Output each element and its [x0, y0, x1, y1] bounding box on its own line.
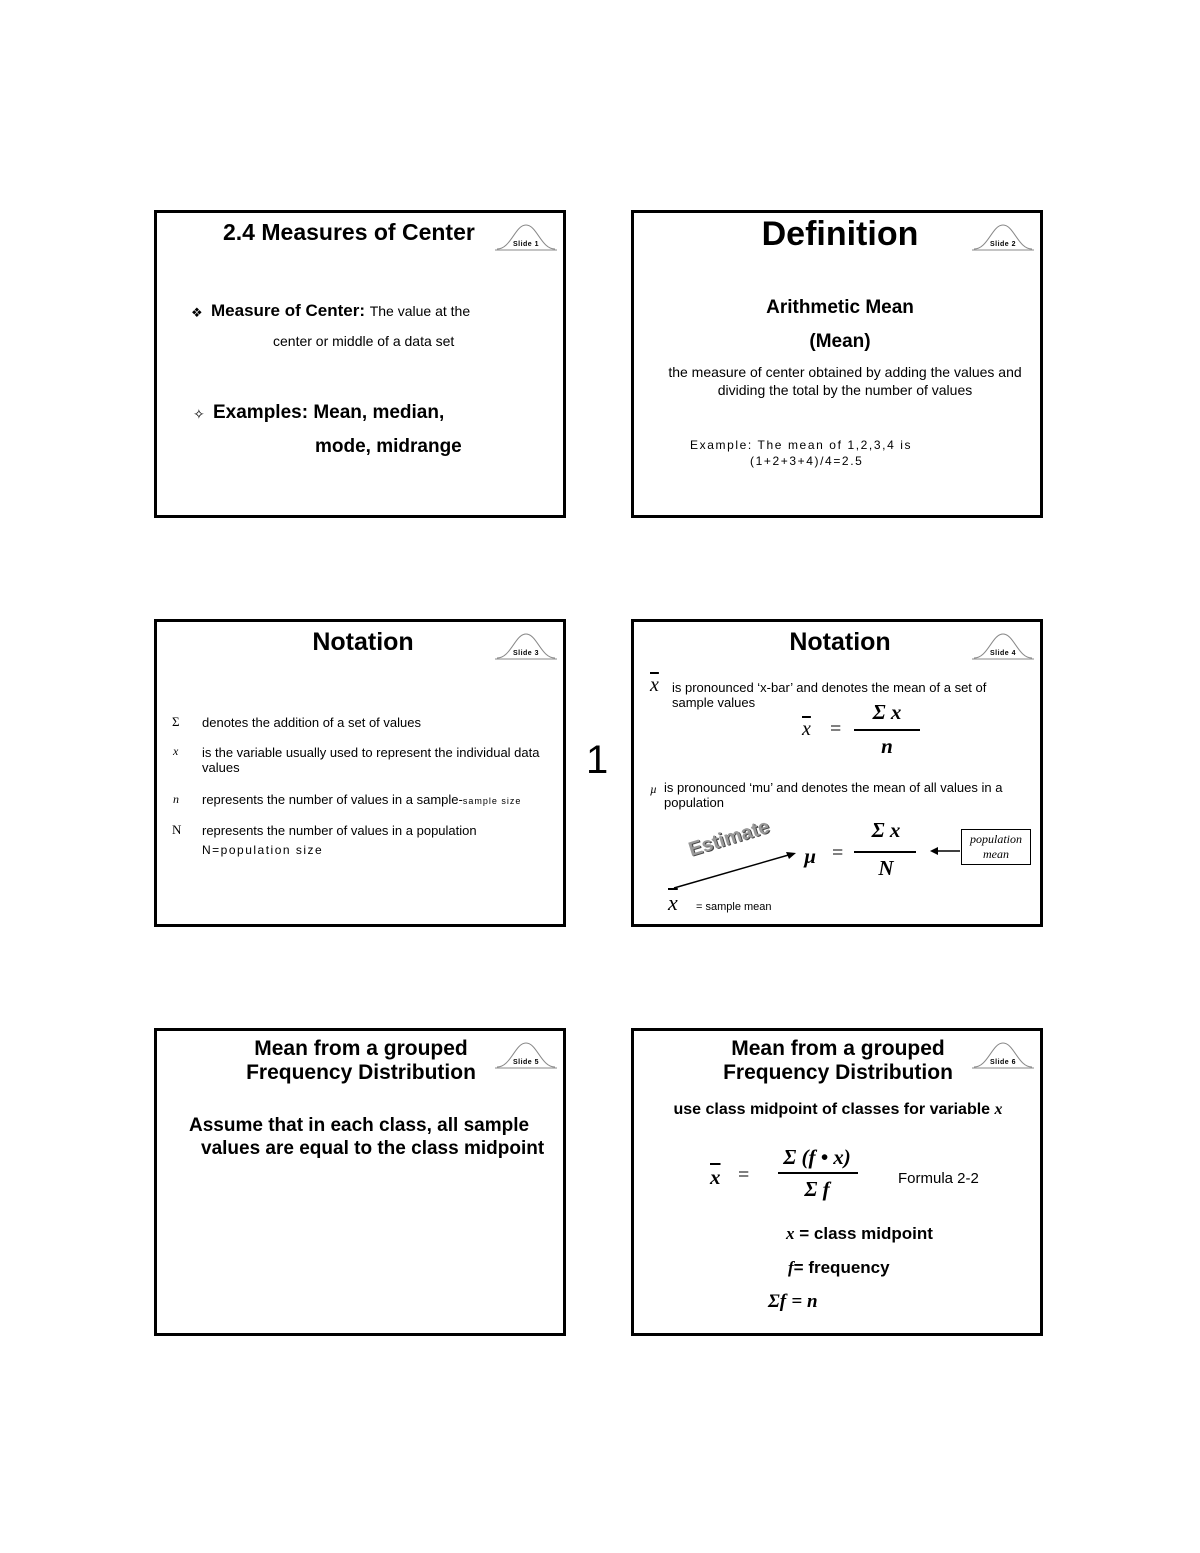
n-symbol: n: [173, 792, 179, 806]
def-text: = frequency: [793, 1258, 890, 1277]
slide-title: [157, 1037, 565, 1085]
formula-label: Formula 2-2: [898, 1170, 979, 1187]
slide-title: Notation: [312, 628, 414, 656]
intro-text: use class midpoint of classes for variable: [673, 1101, 991, 1118]
intro-line: [634, 1101, 1042, 1119]
estimate-arrows: [634, 622, 1046, 930]
def-var: x: [786, 1224, 795, 1243]
def-var: f: [788, 1258, 794, 1277]
equals-sign: =: [738, 1164, 750, 1186]
slide-number: Slide 5: [512, 1059, 540, 1066]
definition-f: [788, 1258, 890, 1278]
term-def-cont: center or middle of a data set: [273, 333, 455, 349]
def-text: = n: [791, 1291, 818, 1312]
N-symbol: N: [172, 822, 182, 837]
subtitle-mean: (Mean): [809, 331, 871, 352]
def-var: Σf: [768, 1291, 787, 1312]
estimate-label: Estimate: [686, 815, 773, 862]
equals-sign: =: [830, 718, 842, 740]
title-line-1: Mean from a grouped: [254, 1037, 468, 1060]
intro-var: x: [994, 1101, 1003, 1118]
notation-row-text: represents the number of values in a sample-: [202, 792, 463, 807]
definition-sum-f: [768, 1291, 818, 1313]
def-text: = class midpoint: [799, 1224, 933, 1243]
slide-title: 2.4 Measures of Center: [223, 219, 475, 245]
term: Measure of Center:: [211, 301, 365, 320]
x-symbol: x: [173, 744, 179, 758]
formula-denominator: n: [881, 734, 893, 758]
slide-title: Definition: [761, 215, 919, 253]
slide-number: Slide 6: [989, 1059, 1017, 1066]
slide-1: [154, 210, 566, 518]
fraction-bar: [778, 1172, 858, 1174]
notation-row-small: N=population size: [202, 843, 324, 857]
star-bullet-icon: ✧: [193, 406, 205, 422]
term-def: The value at the: [369, 303, 471, 319]
formula-xbar: $\overline{x}$: [710, 1165, 721, 1189]
formula-numerator: Σ x: [872, 700, 902, 724]
bullet-examples-cont: mode, midrange: [315, 436, 462, 457]
notation-row-text: represents the number of values in a population: [202, 823, 477, 838]
slide-number: Slide 4: [989, 650, 1017, 657]
slide-badge: [495, 219, 557, 253]
xbar-symbol: $\overline{x}$: [650, 674, 659, 696]
page-number: 1: [586, 738, 609, 782]
formula-denominator: Σ f: [804, 1177, 830, 1201]
formula-denominator: N: [878, 856, 894, 880]
formula-numerator: Σ x: [871, 818, 901, 842]
sigma-symbol: Σ: [172, 714, 180, 729]
slide-title: [634, 1037, 1042, 1085]
formula-mu: µ: [804, 844, 817, 868]
bullet-examples: Examples: Mean, median,: [213, 402, 445, 423]
example-calc: (1+2+3+4)/4=2.5: [750, 454, 864, 468]
example-text: Example: The mean of 1,2,3,4 is: [690, 438, 913, 452]
formula-numerator: Σ (f • x): [783, 1145, 851, 1169]
sample-mean-label: = sample mean: [696, 901, 772, 913]
slide-number: Slide 1: [512, 241, 540, 248]
slide-title: Notation: [789, 628, 891, 656]
equals-sign: =: [832, 842, 844, 864]
slide-4: [631, 619, 1043, 927]
assumption-text: Assume that in each class, all sample values are equal to the class midpoint: [189, 1115, 545, 1159]
subtitle: Arithmetic Mean: [766, 297, 914, 318]
notation-row-text: denotes the addition of a set of values: [202, 715, 421, 730]
title-line-1: Mean from a grouped: [731, 1037, 945, 1060]
notation-row-small: sample size: [462, 796, 522, 806]
notation-row: [202, 792, 521, 807]
bullet-measure-of-center: [211, 301, 561, 321]
mu-description: is pronounced ‘mu’ and denotes the mean of all values in a population: [664, 780, 1003, 810]
slide-number: Slide 3: [512, 650, 540, 657]
slide-3: [154, 619, 566, 927]
definition-x: [786, 1224, 933, 1244]
population-mean-box: population mean: [961, 829, 1031, 865]
diamond-bullet-icon: ❖: [191, 305, 203, 320]
notation-row-text: is the variable usually used to represent the individual data values: [202, 745, 540, 775]
slide-number: Slide 2: [989, 241, 1017, 248]
formula-xbar: $\overline{x}$: [802, 718, 811, 740]
sample-xbar: $\overline{x}$: [668, 890, 678, 915]
xbar-description: is pronounced ‘x-bar’ and denotes the mean of a set of sample values: [672, 680, 987, 710]
slide-6: [631, 1028, 1043, 1336]
definition-text: the measure of center obtained by adding the values and dividing the total by the number of values: [668, 364, 1022, 398]
mu-symbol: µ: [650, 782, 657, 796]
slide-5: [154, 1028, 566, 1336]
slide-2: [631, 210, 1043, 518]
title-line-2: Frequency Distribution: [246, 1061, 476, 1084]
title-line-2: Frequency Distribution: [723, 1061, 953, 1084]
